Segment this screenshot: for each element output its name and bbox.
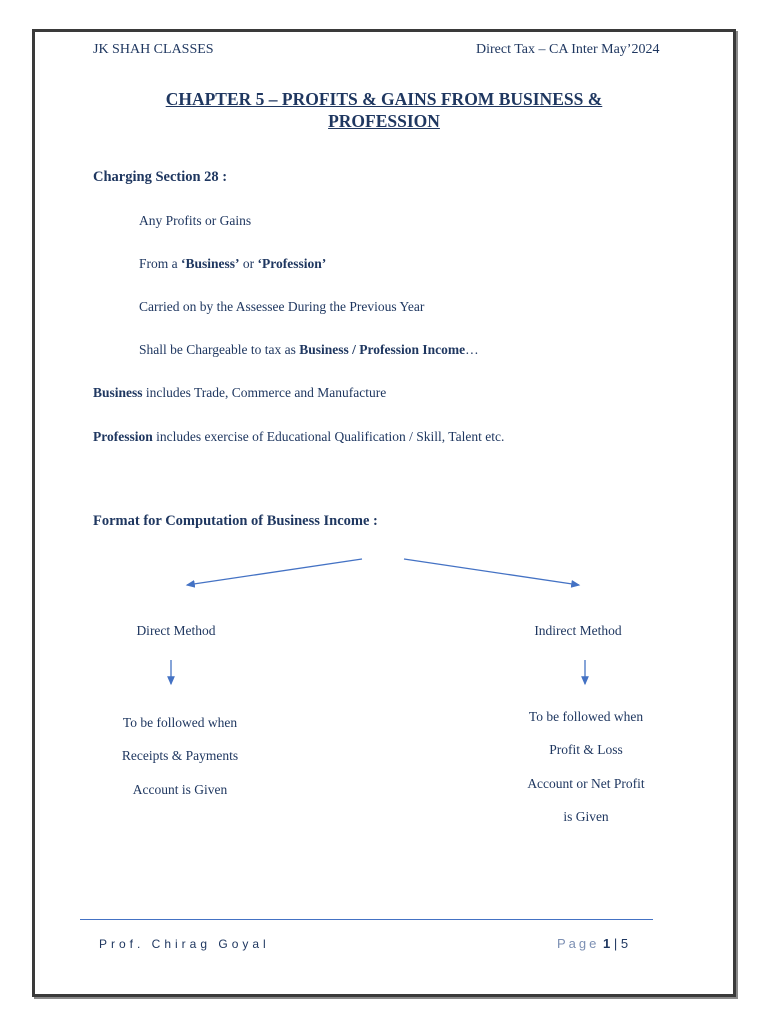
footer-author: Prof. Chirag Goyal: [99, 937, 270, 951]
charging-line-2: From a ‘Business’ or ‘Profession’: [139, 256, 327, 271]
business-term: ‘Business’: [181, 256, 240, 271]
indirect-line-3: Account or Net Profit: [527, 776, 645, 791]
indirect-line-4: is Given: [563, 809, 609, 824]
direct-line-2: Receipts & Payments: [121, 748, 239, 763]
charging-line-3: Carried on by the Assessee During the Previous Year: [139, 299, 425, 314]
charging-line-1: Any Profits or Gains: [139, 213, 252, 228]
footer-page-number: Page 1 | 5: [557, 936, 629, 951]
title-line-1: CHAPTER 5 – PROFITS & GAINS FROM BUSINESS &: [165, 89, 603, 109]
charging-line-4: Shall be Chargeable to tax as Business / Profession Income…: [139, 342, 479, 357]
direct-line-3: Account is Given: [132, 782, 228, 797]
profession-definition: Profession includes exercise of Educational Qualification / Skill, Talent etc.: [93, 429, 505, 444]
indirect-method-label: Indirect Method: [534, 623, 622, 638]
direct-line-1: To be followed when: [122, 715, 238, 730]
indirect-line-1: To be followed when: [528, 709, 644, 724]
title-line-2: PROFESSION: [328, 111, 440, 131]
footer-rule: [80, 919, 653, 920]
header-left: JK SHAH CLASSES: [93, 42, 214, 57]
header-right: Direct Tax – CA Inter May’2024: [476, 42, 660, 57]
indirect-line-2: Profit & Loss: [549, 742, 623, 757]
profession-term: ‘Profession’: [257, 256, 327, 271]
arrow-left: [187, 559, 362, 585]
business-definition: Business includes Trade, Commerce and Manufacture: [93, 385, 387, 400]
direct-method-label: Direct Method: [136, 623, 216, 638]
arrow-right: [404, 559, 579, 585]
income-term: Business / Profession Income: [299, 342, 466, 357]
charging-heading: Charging Section 28 :: [93, 169, 228, 185]
format-heading: Format for Computation of Business Income :: [93, 513, 378, 529]
